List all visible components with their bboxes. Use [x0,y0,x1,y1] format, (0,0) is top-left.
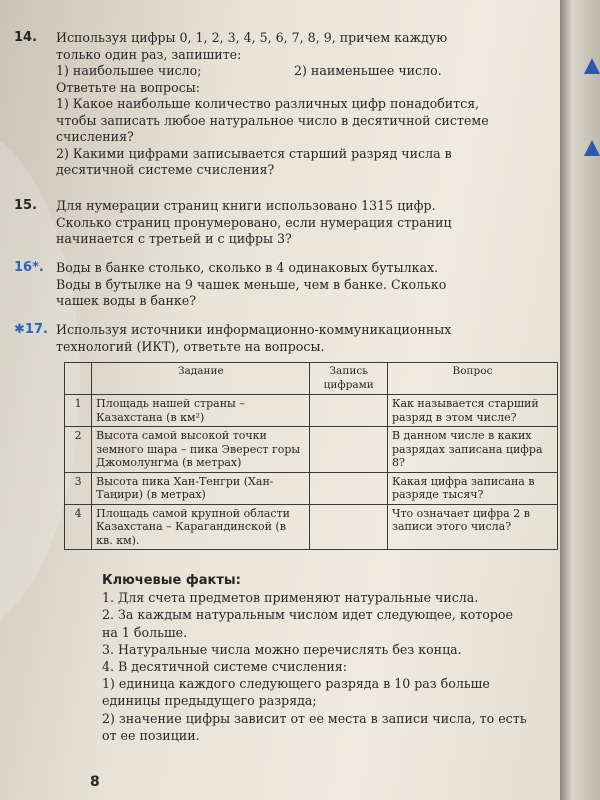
problem-text-line: Для нумерации страниц книги использовано 1315 цифр. [56,198,436,213]
problem-number: ✱17. [14,322,48,337]
page-number: 8 [90,774,100,790]
row-record [310,472,387,504]
facing-page-edge [560,0,600,800]
problem-text-line: технологий (ИКТ), ответьте на вопросы. [56,338,325,354]
problem-17 [14,322,542,355]
problem-15 [14,198,542,248]
problem-text-line: Сколько страниц пронумеровано, если нумерация страниц [56,214,452,230]
row-index: 2 [65,427,92,473]
triangle-marker-icon [584,140,600,156]
fact-line: от ее позиции. [102,727,200,743]
fact-line: 1. Для счета предметов применяют натуральные числа. [102,590,479,606]
problem-number: 14. [14,30,38,45]
problem-16 [14,260,542,310]
problem-options [56,63,542,80]
fact-line: 3. Натуральные числа можно перечислять без конца. [102,641,462,657]
row-record [310,427,387,473]
row-task: Площадь самой крупной области Казахстана – Карагандинской (в кв. км). [92,504,310,550]
problem-text-line: десятичной системе счисления? [56,162,275,177]
table-row [65,395,558,427]
problem-text-line: счисления? [56,129,134,144]
row-record [310,395,387,427]
problem-text-line: начинается с третьей и с цифры 3? [56,231,292,246]
problem-text-line: Воды в бутылке на 9 чашек меньше, чем в банке. Сколько [56,276,447,292]
fact-line: 1) единица каждого следующего разряда в 10 раз больше [102,676,490,692]
row-question: Что означает цифра 2 в записи этого числа? [387,504,557,550]
row-question: Какая цифра записана в разряде тысяч? [387,472,557,504]
problem-text-line: чашек воды в банке? [56,293,196,308]
fact-line: 4. В десятичной системе счисления: [102,659,347,675]
problem-14 [14,30,542,179]
problem-text-line: Используя источники информационно-коммуникационных [56,322,452,337]
row-task: Высота самой высокой точки земного шара – пика Эверест горы Джомолунгма (в метрах) [92,427,310,473]
problem-text-line: 1) Какое наибольше количество различных цифр понадобится, [56,96,480,111]
problem-text-line: 2) Какими цифрами записывается старший разряд числа в [56,145,452,161]
key-facts-title: Ключевые факты: [102,573,241,588]
fact-line: единицы предыдущего разряда; [102,693,317,709]
key-facts [102,572,552,744]
problem-number: 15. [14,198,38,213]
row-task: Площадь нашей страны – Казахстана (в км²) [92,395,310,427]
fact-line: 2. За каждым натуральным числом идет следующее, которое [102,607,513,623]
fact-line: 2) значение цифры зависит от ее места в записи числа, то есть [102,710,527,726]
option-2: 2) наименьшее число. [294,63,442,78]
row-task: Высота пика Хан-Тенгри (Хан-Таңири) (в метрах) [92,472,310,504]
header-question: Вопрос [387,363,557,395]
problem-number: 16*. [14,260,44,275]
option-1: 1) наибольшее число; [56,63,202,78]
table-row [65,427,558,473]
header-record: Запись цифрами [310,363,387,395]
problem-text-line: Используя цифры 0, 1, 2, 3, 4, 5, 6, 7, 8, 9, причем каждую [56,30,448,45]
problem-text-line: Воды в банке столько, сколько в 4 одинаковых бутылках. [56,260,439,275]
header-index [65,363,92,395]
row-index: 1 [65,395,92,427]
header-task: Задание [92,363,310,395]
table-row [65,504,558,550]
table-header-row [65,363,558,395]
row-question: В данном числе в каких разрядах записана цифра 8? [387,427,557,473]
fact-line: на 1 больше. [102,624,188,640]
problem-text-line: Ответьте на вопросы: [56,79,201,95]
row-question: Как называется старший разряд в этом числе? [387,395,557,427]
ikt-table [64,362,558,550]
problem-text-line: чтобы записать любое натуральное число в десятичной системе [56,112,489,128]
table-row [65,472,558,504]
row-index: 4 [65,504,92,550]
triangle-marker-icon [584,58,600,74]
row-index: 3 [65,472,92,504]
problem-text-line: только один раз, запишите: [56,46,242,62]
row-record [310,504,387,550]
